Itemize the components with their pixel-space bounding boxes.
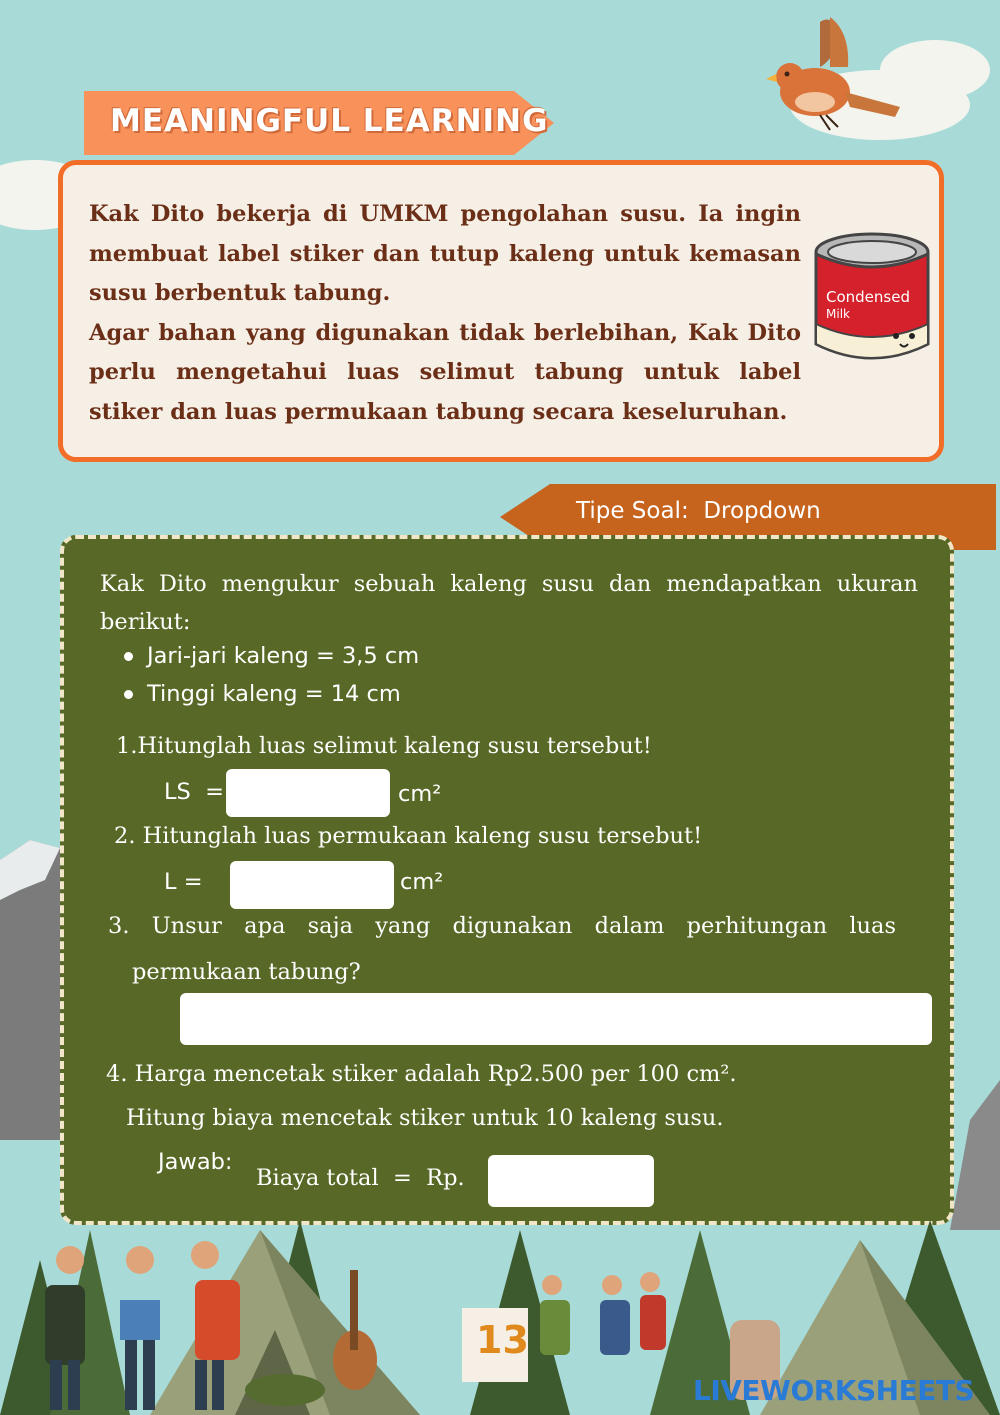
question-3-line2: permukaan tabung? <box>132 959 361 985</box>
header-title: MEANINGFUL LEARNING <box>110 103 549 139</box>
question-3-answer-input[interactable] <box>180 993 932 1045</box>
question-2-answer-input[interactable] <box>230 861 394 909</box>
question-2-unit: cm² <box>400 869 444 895</box>
question-4-label: Biaya total = Rp. <box>256 1165 465 1191</box>
story-text <box>89 195 801 432</box>
condensed-milk-can-icon <box>812 232 932 364</box>
question-2-var: L = <box>164 869 203 895</box>
question-type-text <box>576 498 821 524</box>
question-1-var: LS = <box>164 779 224 805</box>
question-type-value: Dropdown <box>703 498 821 524</box>
intro-text: Kak Dito mengukur sebuah kaleng susu dan mendapatkan ukuran berikut: <box>100 571 918 635</box>
bullet-radius: Jari-jari kaleng = 3,5 cm <box>124 643 419 669</box>
bullet-height: Tinggi kaleng = 14 cm <box>124 681 401 707</box>
question-1-unit: cm² <box>398 781 442 807</box>
page-number: 13 <box>476 1318 529 1362</box>
question-4-line2: Hitung biaya mencetak stiker untuk 10 kaleng susu. <box>126 1105 724 1131</box>
page-number-badge <box>462 1308 528 1382</box>
can-label-line2: Milk <box>826 307 850 321</box>
question-2-text: 2. Hitunglah luas permukaan kaleng susu tersebut! <box>114 823 703 849</box>
story-paragraph-2: Agar bahan yang digunakan tidak berlebihan, Kak Dito perlu mengetahui luas selimut tabung untuk label stiker dan luas permukaan tabung secara keseluruhan. <box>89 319 801 425</box>
question-3-line1: 3. Unsur apa saja yang digunakan dalam perhitungan luas <box>108 913 896 939</box>
can-label-line1: Condensed <box>826 288 910 306</box>
question-1-answer-input[interactable] <box>226 769 390 817</box>
story-paragraph-1: Kak Dito bekerja di UMKM pengolahan susu. Ia ingin membuat label stiker dan tutup kaleng untuk kemasan susu berbentuk tabung. <box>89 201 801 306</box>
question-type-label: Tipe Soal: <box>576 498 689 524</box>
question-4-jawab: Jawab: <box>158 1149 233 1175</box>
question-panel <box>60 535 954 1225</box>
question-4-line1: 4. Harga mencetak stiker adalah Rp2.500 per 100 cm². <box>106 1061 737 1087</box>
header-ribbon <box>84 91 554 155</box>
liveworksheets-logo[interactable]: LIVEWORKSHEETS <box>693 1374 975 1407</box>
bird-illustration <box>760 12 910 137</box>
question-1-text: 1.Hitunglah luas selimut kaleng susu tersebut! <box>116 733 652 759</box>
